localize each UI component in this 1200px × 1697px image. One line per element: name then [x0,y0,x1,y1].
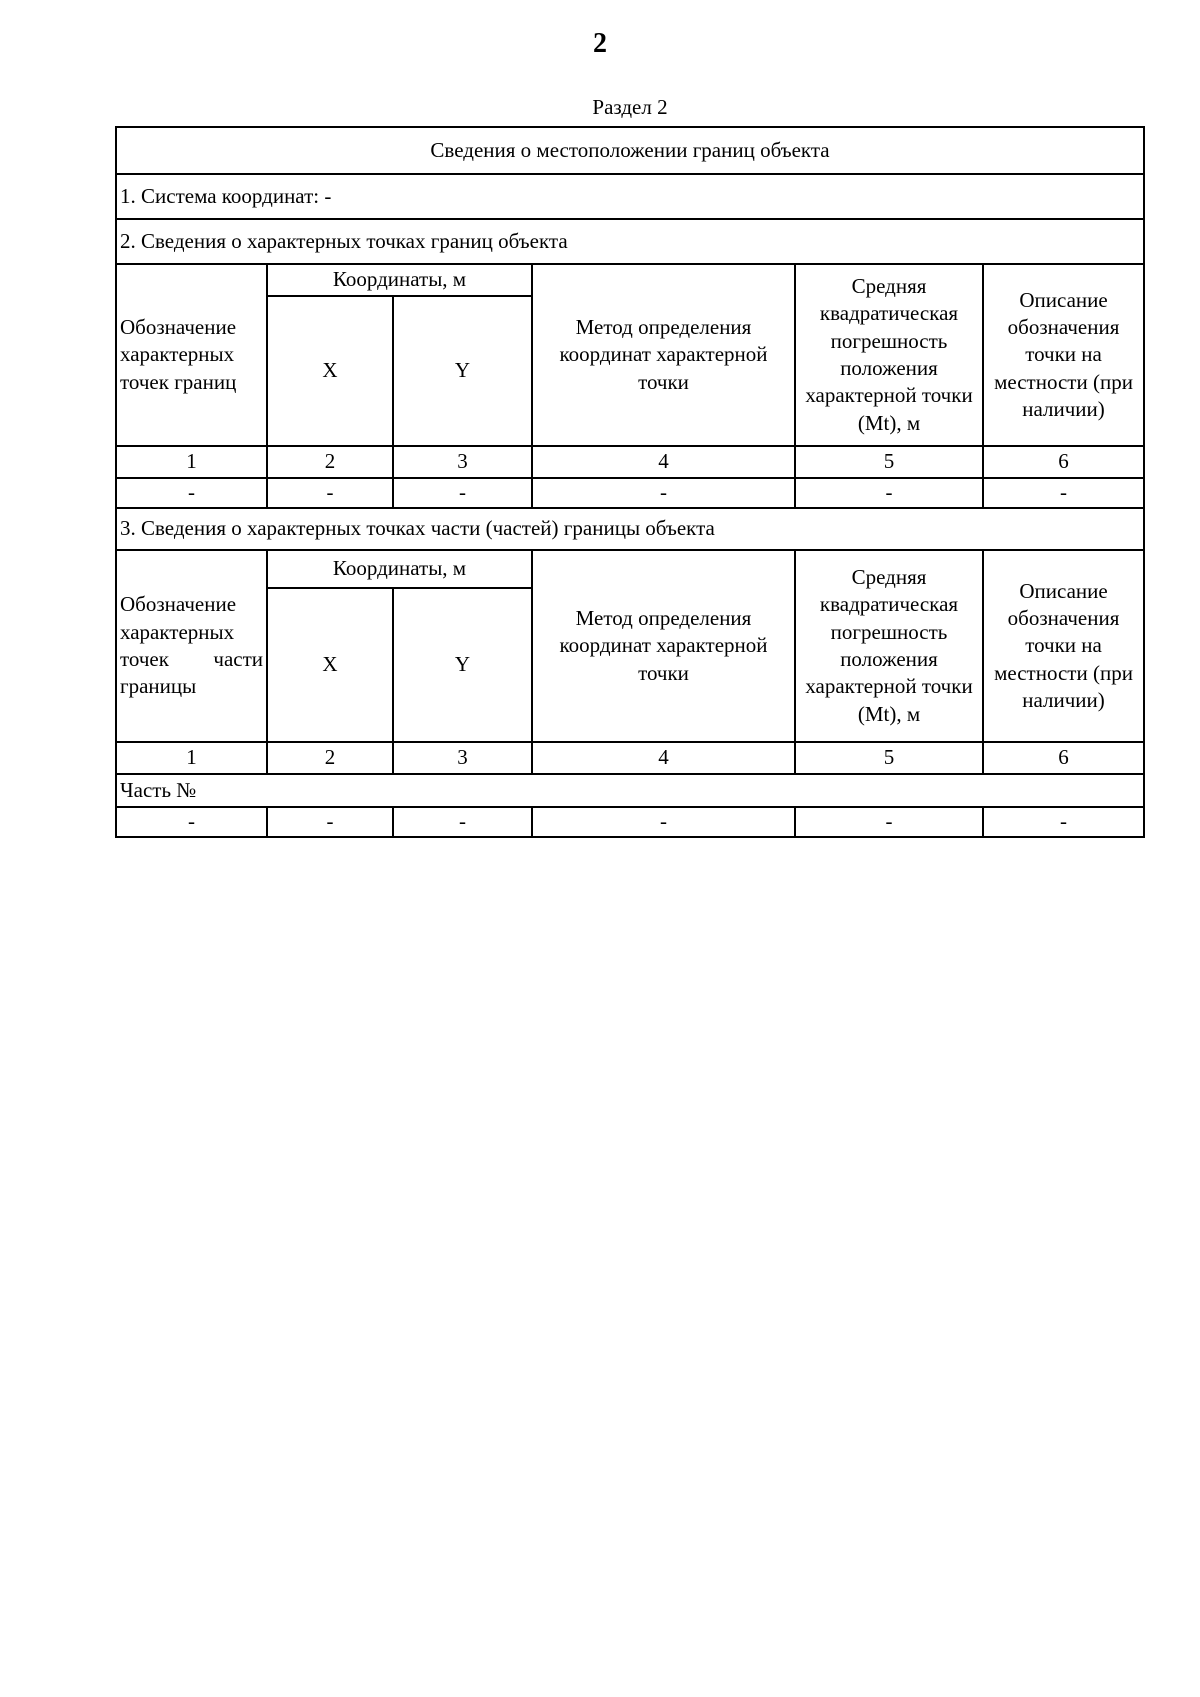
header-y: Y [393,296,532,446]
table-title-row [116,127,1144,174]
header-designation: Обозначение характерных точек границ [116,264,267,446]
parts-header-designation: Обозначение характерных точек части границы [116,550,267,742]
column-number: 3 [393,742,532,774]
page-number: 2 [593,28,607,59]
column-number: 1 [116,446,267,478]
points-header-row-1 [116,264,1144,296]
column-number: 2 [267,446,393,478]
table-cell: - [983,478,1144,508]
table-row [116,807,1144,837]
points-heading: 2. Сведения о характерных точках границ объекта [116,219,1144,264]
parts-header-row-1 [116,550,1144,588]
header-error: Средняя квадратическая погрешность положения характерной точки (Mt), м [795,264,983,446]
header-x: X [267,296,393,446]
parts-header-method: Метод определения координат характерной точки [532,550,795,742]
parts-header-coordinates: Координаты, м [267,550,532,588]
column-number: 4 [532,742,795,774]
table-cell: - [393,478,532,508]
parts-heading-row [116,508,1144,550]
table-cell: - [983,807,1144,837]
table-title: Сведения о местоположении границ объекта [116,127,1144,174]
column-number: 5 [795,742,983,774]
part-label: Часть № [116,774,1144,807]
table-cell: - [393,807,532,837]
table-cell: - [116,807,267,837]
header-description: Описание обозначения точки на местности (при наличии) [983,264,1144,446]
table-cell: - [267,478,393,508]
column-number: 5 [795,446,983,478]
coord-system-row [116,174,1144,219]
column-number: 6 [983,446,1144,478]
parts-header-description: Описание обозначения точки на местности (при наличии) [983,550,1144,742]
column-number: 4 [532,446,795,478]
table-cell: - [532,807,795,837]
boundaries-table [115,126,1145,838]
coord-system: 1. Система координат: - [116,174,1144,219]
parts-column-numbers-row [116,742,1144,774]
table-cell: - [532,478,795,508]
parts-header-x: X [267,588,393,742]
header-coordinates: Координаты, м [267,264,532,296]
table-row [116,478,1144,508]
parts-header-error: Средняя квадратическая погрешность положения характерной точки (Mt), м [795,550,983,742]
column-number: 2 [267,742,393,774]
table-cell: - [267,807,393,837]
column-numbers-row [116,446,1144,478]
table-cell: - [116,478,267,508]
parts-heading: 3. Сведения о характерных точках части (частей) границы объекта [116,508,1144,550]
table-cell: - [795,807,983,837]
section-label: Раздел 2 [592,95,668,119]
parts-header-y: Y [393,588,532,742]
part-label-row [116,774,1144,807]
column-number: 1 [116,742,267,774]
points-heading-row [116,219,1144,264]
column-number: 3 [393,446,532,478]
column-number: 6 [983,742,1144,774]
header-method: Метод определения координат характерной точки [532,264,795,446]
table-cell: - [795,478,983,508]
